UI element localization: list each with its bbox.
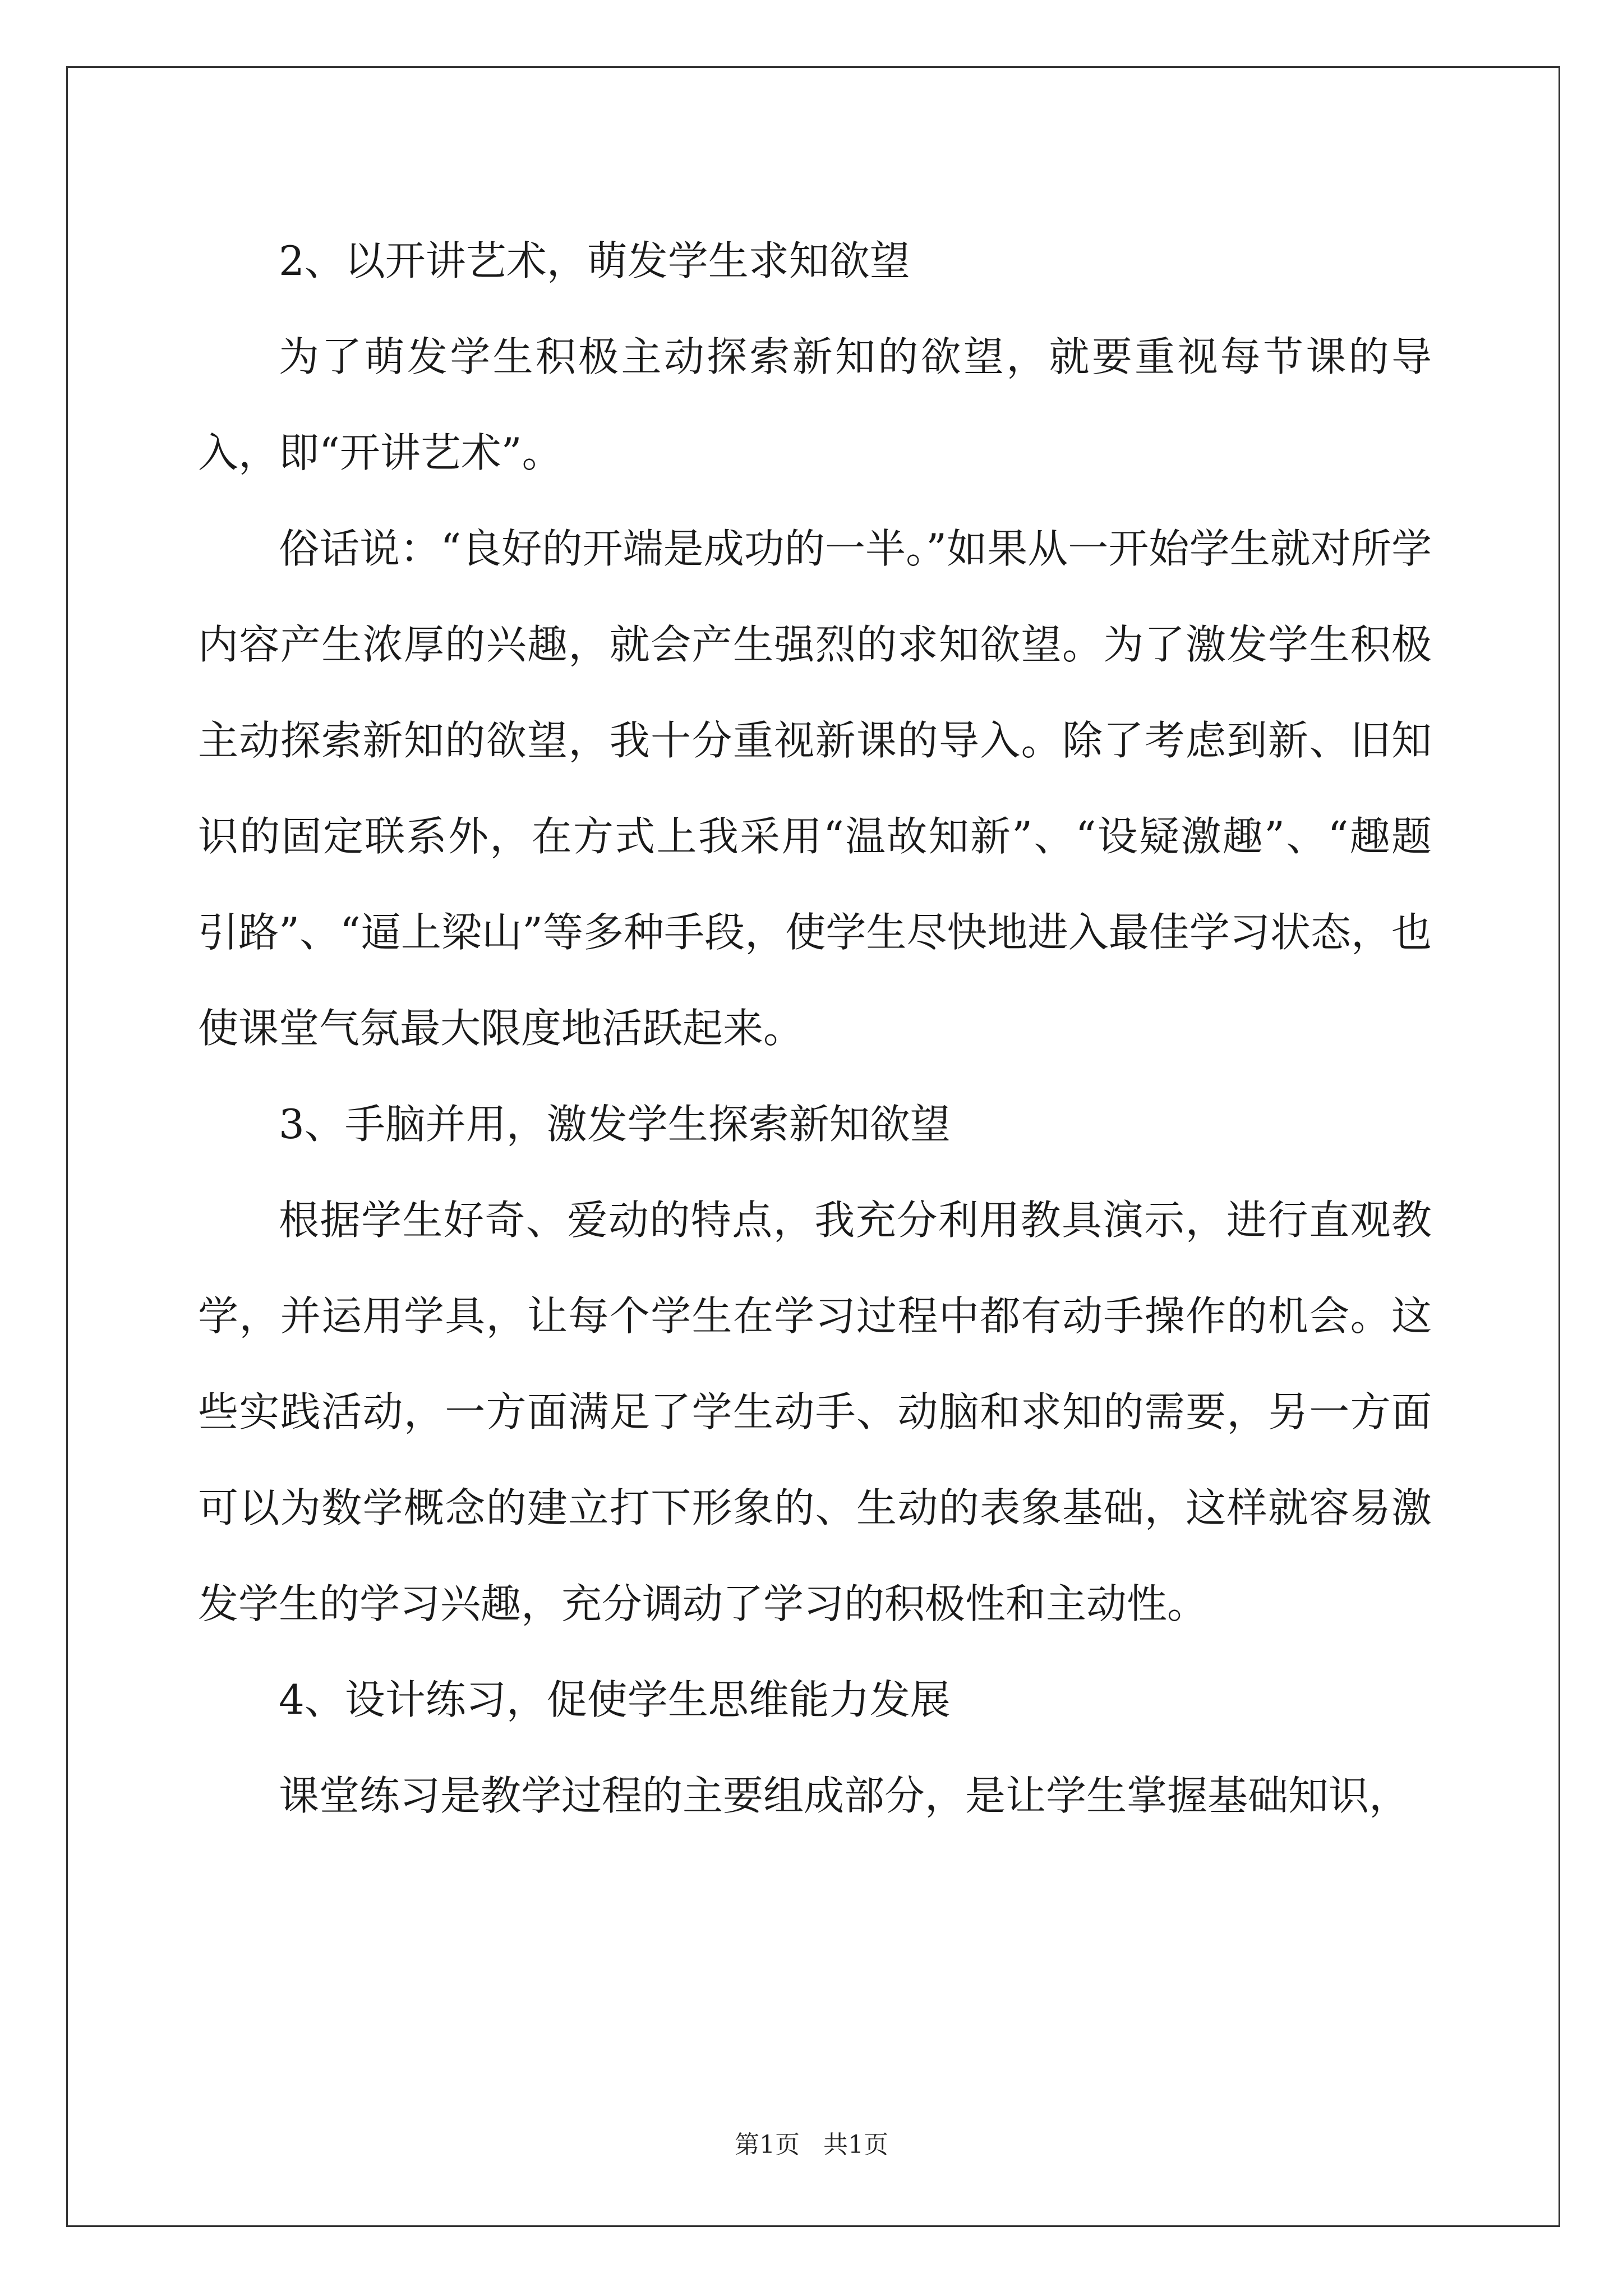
paragraph: 为了萌发学生积极主动探索新知的欲望，就要重视每节课的导入，即“开讲艺术”。 (198, 333, 1432, 476)
section-heading-3: 3、手脑并用，激发学生探索新知欲望 (279, 1101, 951, 1148)
paragraph: 根据学生好奇、爱动的特点，我充分利用教具演示，进行直观教学，并运用学具，让每个学生在学习过程中都有动手操作的机会。这些实践活动，一方面满足了学生动手、动脑和求知的需要，另一方面可以为数学概念的建立打下形象的、生动的表象基础，这样就容易激发学生的学习兴趣，充分调动了学习的积极性和主动性。 (198, 1197, 1432, 1627)
paragraph: 课堂练习是教学过程的主要组成部分，是让学生掌握基础知识， (279, 1772, 1410, 1819)
section-heading-4: 4、设计练习，促使学生思维能力发展 (279, 1676, 951, 1723)
section-heading-2: 2、以开讲艺术，萌发学生求知欲望 (279, 237, 910, 284)
page-footer: 第1页 共1页 (735, 2131, 888, 2159)
paragraph: 俗话说：“良好的开端是成功的一半。”如果从一开始学生就对所学内容产生浓厚的兴趣，就会产生强烈的求知欲望。为了激发学生积极主动探索新知的欲望，我十分重视新课的导入。除了考虑到新、旧知识的固定联系外，在方式上我采用“温故知新”、“设疑激趣”、“趣题引路”、“逼上梁山”等多种手段，使学生尽快地进入最佳学习状态，也使课堂气氛最大限度地活跃起来。 (198, 525, 1432, 1052)
document-body (198, 213, 1432, 1844)
